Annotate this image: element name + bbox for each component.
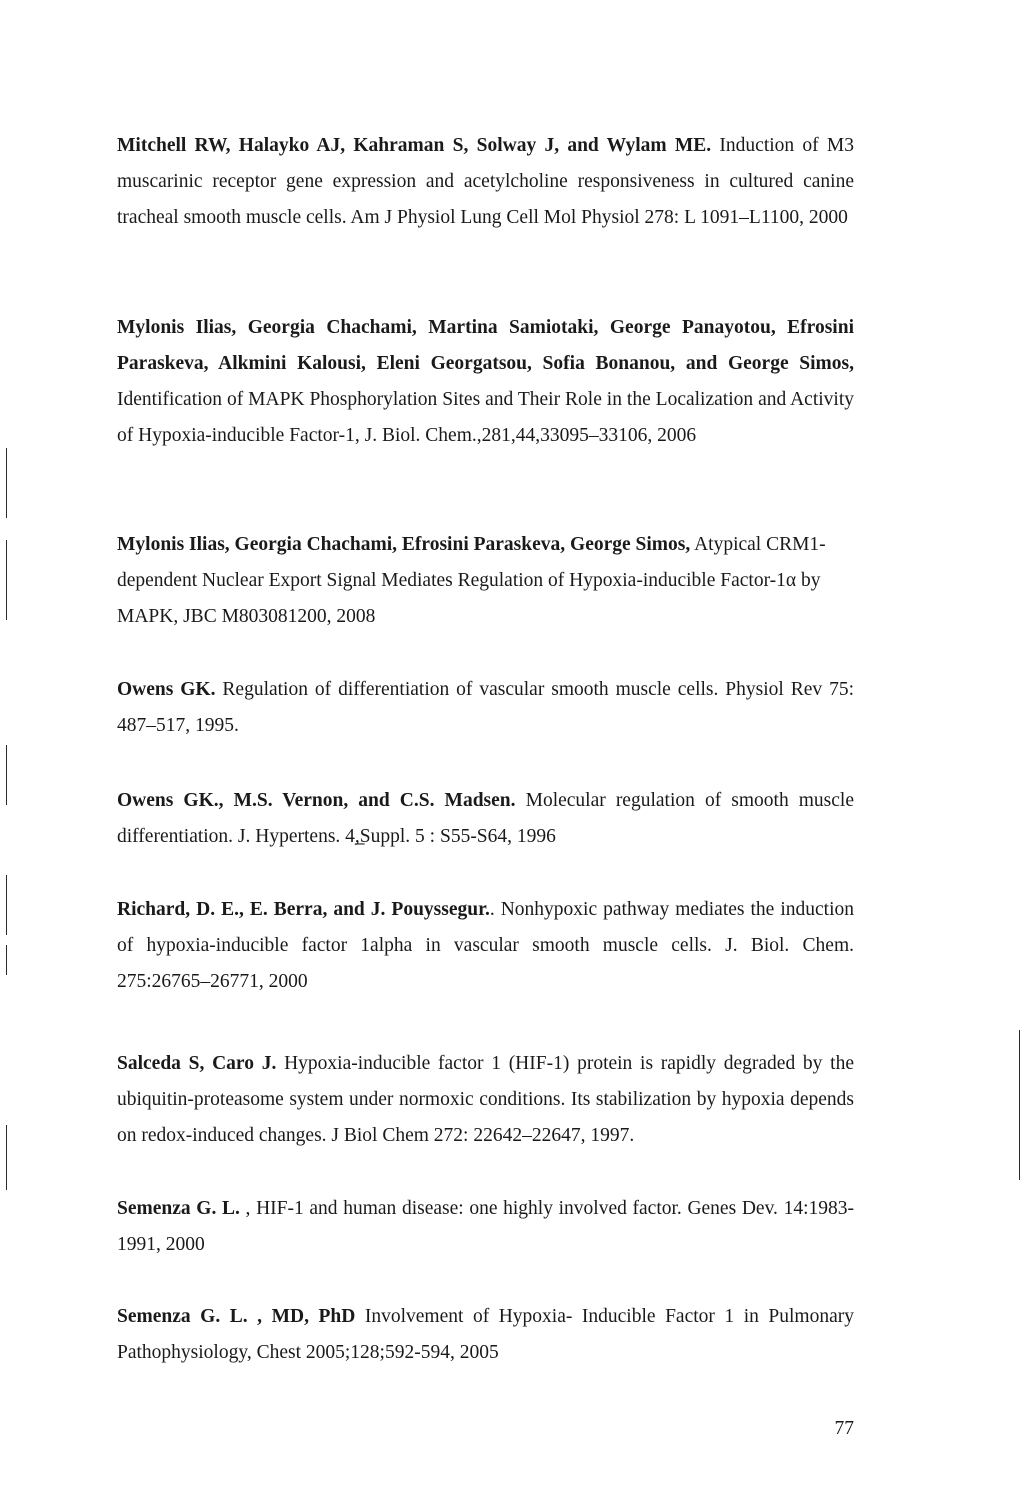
reference-authors: Owens GK., M.S. Vernon, and C.S. Madsen. — [117, 790, 516, 811]
reference-entry — [117, 783, 854, 855]
page-number: 77 — [834, 1418, 854, 1439]
reference-text: Induction of M3 muscarinic receptor gene expression and acetylcholine responsiveness in cultured canine tracheal smooth muscle cells. Am J Physiol Lung Cell Mol Physiol 278: L 1091–L1100, 2000 — [117, 135, 855, 228]
reference-text: , HIF-1 and human disease: one highly involved factor. Genes Dev. 14:1983-1991, 2000 — [117, 1198, 854, 1255]
reference-text: Identification of MAPK Phosphorylation Sites and Their Role in the Localization and Activity of Hypoxia-inducible Factor-1, J. Biol. Chem.,281,44,33095–33106, 2006 — [117, 389, 854, 446]
scan-edge-line — [1019, 1030, 1020, 1180]
reference-authors: Owens GK. — [117, 679, 216, 700]
scan-edge-line — [6, 1125, 7, 1190]
scan-edge-line — [6, 745, 7, 805]
reference-authors: Mylonis Ilias, Georgia Chachami, Efrosini Paraskeva, George Simos, — [117, 534, 691, 555]
reference-entry — [117, 892, 854, 1000]
reference-authors: Mitchell RW, Halayko AJ, Kahraman S, Solway J, and Wylam ME. — [117, 135, 712, 156]
reference-text: Involvement of Hypoxia- Inducible Factor 1 in Pulmonary Pathophysiology, Chest 2005;128;592-594, 2005 — [117, 1306, 854, 1363]
reference-text: Hypoxia-inducible factor 1 (HIF-1) protein is rapidly degraded by the ubiquitin-proteasome system under normoxic conditions. Its stabilization by hypoxia depends on redox-induced changes. J Biol Chem 272: 22642–22647, 1997. — [117, 1053, 854, 1146]
scan-edge-line — [6, 875, 7, 935]
scan-edge-line — [6, 540, 7, 620]
reference-text: . Nonhypoxic pathway mediates the induction of hypoxia-inducible factor 1alpha in vascular smooth muscle cells. J. Biol. Chem. 275:26765–26771, 2000 — [117, 899, 854, 992]
reference-authors: Salceda S, Caro J. — [117, 1053, 277, 1074]
reference-entry — [117, 1299, 854, 1371]
reference-authors: Semenza G. L. — [117, 1198, 240, 1219]
reference-text: Regulation of differentiation of vascular smooth muscle cells. Physiol Rev 75: 487–517, 1995. — [117, 679, 854, 736]
reference-entry — [117, 1046, 854, 1154]
reference-entry — [117, 310, 854, 454]
reference-entry — [117, 128, 854, 236]
reference-text: Molecular regulation of smooth muscle differentiation. J. Hypertens. 4,̲Suppl. 5 : S55-S64, 1996 — [117, 790, 854, 847]
reference-text: Atypical CRM1-dependent Nuclear Export Signal Mediates Regulation of Hypoxia-inducible Factor-1α by MAPK, JBC M803081200, 2008 — [117, 534, 826, 627]
reference-authors: Richard, D. E., E. Berra, and J. Pouyssegur. — [117, 899, 490, 920]
reference-entry — [117, 527, 854, 635]
reference-authors: Mylonis Ilias, Georgia Chachami, Martina Samiotaki, George Panayotou, Efrosini Paraskeva, Alkmini Kalousi, Eleni Georgatsou, Sofia Bonanou, and George Simos, — [117, 317, 854, 374]
reference-entry — [117, 1191, 854, 1263]
scan-edge-line — [6, 945, 7, 975]
reference-authors: Semenza G. L. , MD, PhD — [117, 1306, 356, 1327]
reference-entry — [117, 672, 854, 744]
scan-edge-line — [6, 448, 7, 518]
